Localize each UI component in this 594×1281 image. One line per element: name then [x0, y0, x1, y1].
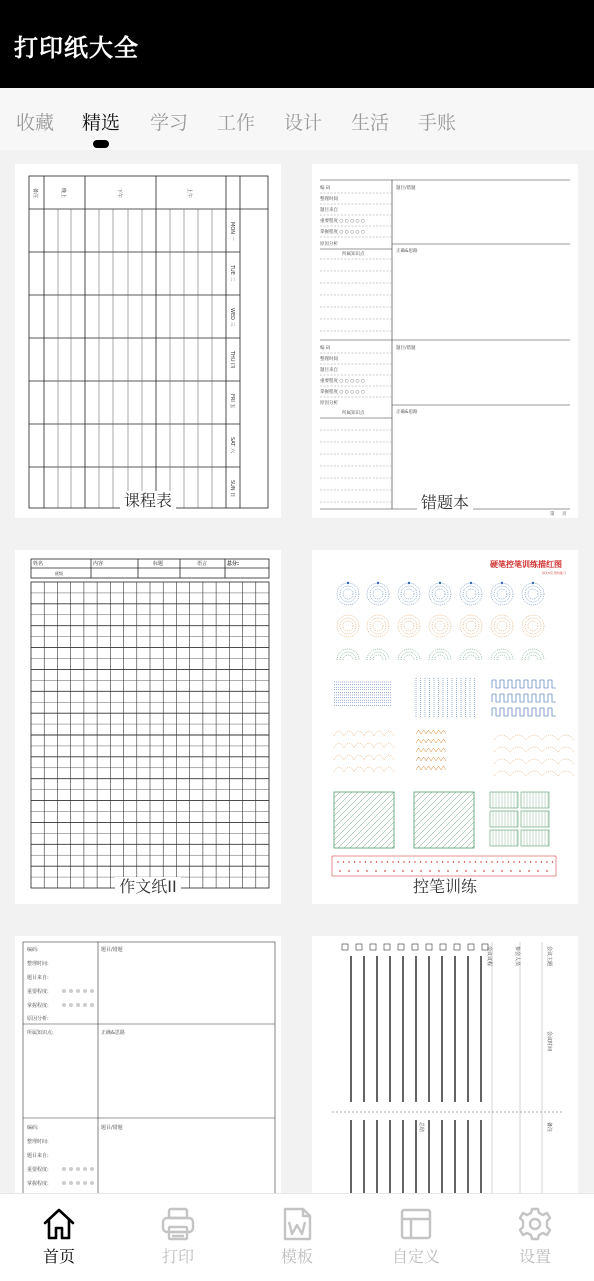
composition-paper-thumbnail: [15, 550, 281, 904]
tab-life[interactable]: 生活: [351, 112, 390, 134]
page-footer: 第: [550, 512, 555, 517]
schedule-day: FRI 五: [229, 394, 235, 409]
field-label: 重要程度:: [27, 989, 49, 995]
word-document-icon: [278, 1205, 316, 1243]
home-icon: [40, 1205, 78, 1243]
nav-label: 模板: [280, 1247, 313, 1266]
card-title: 课程表: [15, 488, 281, 511]
field-label: 语言: [197, 561, 208, 567]
field-label: 正确&思路: [396, 410, 418, 415]
field-label: 原因分析:: [27, 1016, 49, 1022]
field-label: 正确&思路: [396, 249, 418, 254]
nav-custom[interactable]: [357, 1194, 475, 1281]
schedule-header-note: 备注: [32, 188, 38, 199]
gear-icon: [516, 1205, 554, 1243]
card-title: 控笔训练: [312, 874, 578, 897]
tracing-title: 硬笔控笔训练描红图: [490, 560, 562, 569]
template-card-meeting-record[interactable]: [312, 936, 578, 1193]
schedule-day: MON 一: [229, 222, 235, 241]
field-label: 重要程度 ○ ○ ○ ○ ○: [320, 219, 365, 224]
field-label: 题目来自: [320, 368, 338, 373]
layout-icon: [397, 1205, 435, 1243]
template-card-composition-paper[interactable]: [15, 550, 281, 904]
app-title: 打印纸大全: [14, 34, 139, 62]
bottom-navigation: [0, 1193, 594, 1281]
schedule-header-morning: 上午: [186, 188, 192, 199]
field-label: 题目来自:: [27, 1153, 49, 1159]
printer-icon: [159, 1205, 197, 1243]
field-label: 姓名: [33, 561, 44, 567]
field-label: 参会人员: [514, 946, 520, 967]
nav-label: 打印: [161, 1247, 194, 1266]
template-card-schedule[interactable]: [15, 164, 281, 518]
field-label: 班级: [55, 571, 63, 576]
field-label: 整理时间: [320, 357, 338, 362]
field-label: 重要程度:: [27, 1167, 49, 1173]
field-label: 编码:: [27, 947, 39, 953]
nav-print[interactable]: [119, 1194, 237, 1281]
schedule-day: WED 三: [229, 308, 235, 327]
field-label: 原因分析: [320, 401, 338, 406]
field-label: 掌握程度:: [27, 1003, 49, 1009]
field-label: 所属知识点: [342, 252, 365, 257]
app-header: [0, 0, 594, 88]
field-label: 题目来自:: [27, 975, 49, 981]
field-label: 重要程度 ○ ○ ○ ○ ○: [320, 379, 365, 384]
field-label: 题目/错题: [396, 346, 416, 351]
schedule-header-evening: 晚上: [60, 188, 66, 199]
field-label: 会议议程: [486, 946, 492, 967]
card-title: 错题本: [312, 490, 578, 513]
schedule-day: SAT 六: [229, 437, 235, 453]
active-tab-indicator: [93, 140, 109, 148]
card-title: 作文纸II: [15, 874, 281, 897]
field-label: 题目/错题: [101, 947, 123, 953]
nav-settings[interactable]: [476, 1194, 594, 1281]
field-label: 正确&思路: [101, 1030, 125, 1036]
field-label: 整理时间:: [27, 961, 49, 967]
tab-journal[interactable]: 手账: [418, 112, 457, 134]
nav-home[interactable]: [0, 1194, 118, 1281]
nav-templates[interactable]: [238, 1194, 356, 1281]
field-label: 掌握程度 ○ ○ ○ ○ ○: [320, 390, 365, 395]
schedule-day: TUE 二: [229, 265, 235, 282]
nav-label: 自定义: [391, 1247, 440, 1266]
field-label: 备注: [546, 1122, 552, 1133]
template-card-mistake-book[interactable]: [312, 164, 578, 518]
tab-study[interactable]: 学习: [150, 112, 189, 134]
tab-work[interactable]: 工作: [217, 112, 256, 134]
nav-label: 设置: [518, 1247, 551, 1266]
field-label: 题目来自: [320, 208, 338, 213]
field-label: 原因分析: [320, 242, 338, 247]
field-label: 总结: [418, 1122, 424, 1133]
mistake-notes-thumbnail: [15, 936, 281, 1193]
field-label: 所属知识点:: [27, 1030, 54, 1036]
tracing-subtitle: 每天5页 坚持练习: [542, 571, 566, 575]
field-label: 编 码: [320, 346, 331, 351]
category-tabs: [0, 88, 594, 150]
field-label: 编 码: [320, 186, 331, 191]
field-label: 内容: [93, 561, 104, 567]
field-label: 会议主题: [546, 946, 552, 967]
composition-grid: [31, 582, 269, 888]
tab-design[interactable]: 设计: [284, 112, 323, 134]
template-card-mistake-notes[interactable]: [15, 936, 281, 1193]
schedule-thumbnail: [15, 164, 281, 518]
template-grid: [0, 150, 594, 1193]
mistake-book-thumbnail: [312, 164, 578, 518]
page-footer: 页: [562, 512, 567, 517]
field-label: 整理时间: [320, 197, 338, 202]
tab-featured[interactable]: 精选: [82, 112, 121, 134]
tracing-patterns: [332, 582, 574, 876]
field-label: 掌握程度 ○ ○ ○ ○ ○: [320, 230, 365, 235]
schedule-header-afternoon: 下午: [116, 188, 122, 199]
meeting-record-thumbnail: [312, 936, 578, 1193]
field-label: 题目/错题: [396, 186, 416, 191]
field-label: 整理时间:: [27, 1139, 49, 1145]
field-label: 题目/错题: [101, 1125, 123, 1131]
schedule-day: THU 四: [229, 351, 235, 369]
meeting-lines: [332, 942, 562, 1193]
field-label: 编码:: [27, 1125, 39, 1131]
schedule-day: SUN 日: [229, 480, 235, 498]
field-label: 会议时间: [546, 1031, 552, 1052]
field-label: 总分:: [227, 561, 239, 567]
nav-label: 首页: [42, 1247, 75, 1266]
pen-control-thumbnail: [312, 550, 578, 904]
template-card-pen-control[interactable]: [312, 550, 578, 904]
field-label: 掌握程度:: [27, 1181, 49, 1187]
field-label: 所属知识点: [342, 411, 365, 416]
field-label: 标题: [153, 561, 164, 567]
tab-favorites[interactable]: 收藏: [16, 112, 55, 134]
